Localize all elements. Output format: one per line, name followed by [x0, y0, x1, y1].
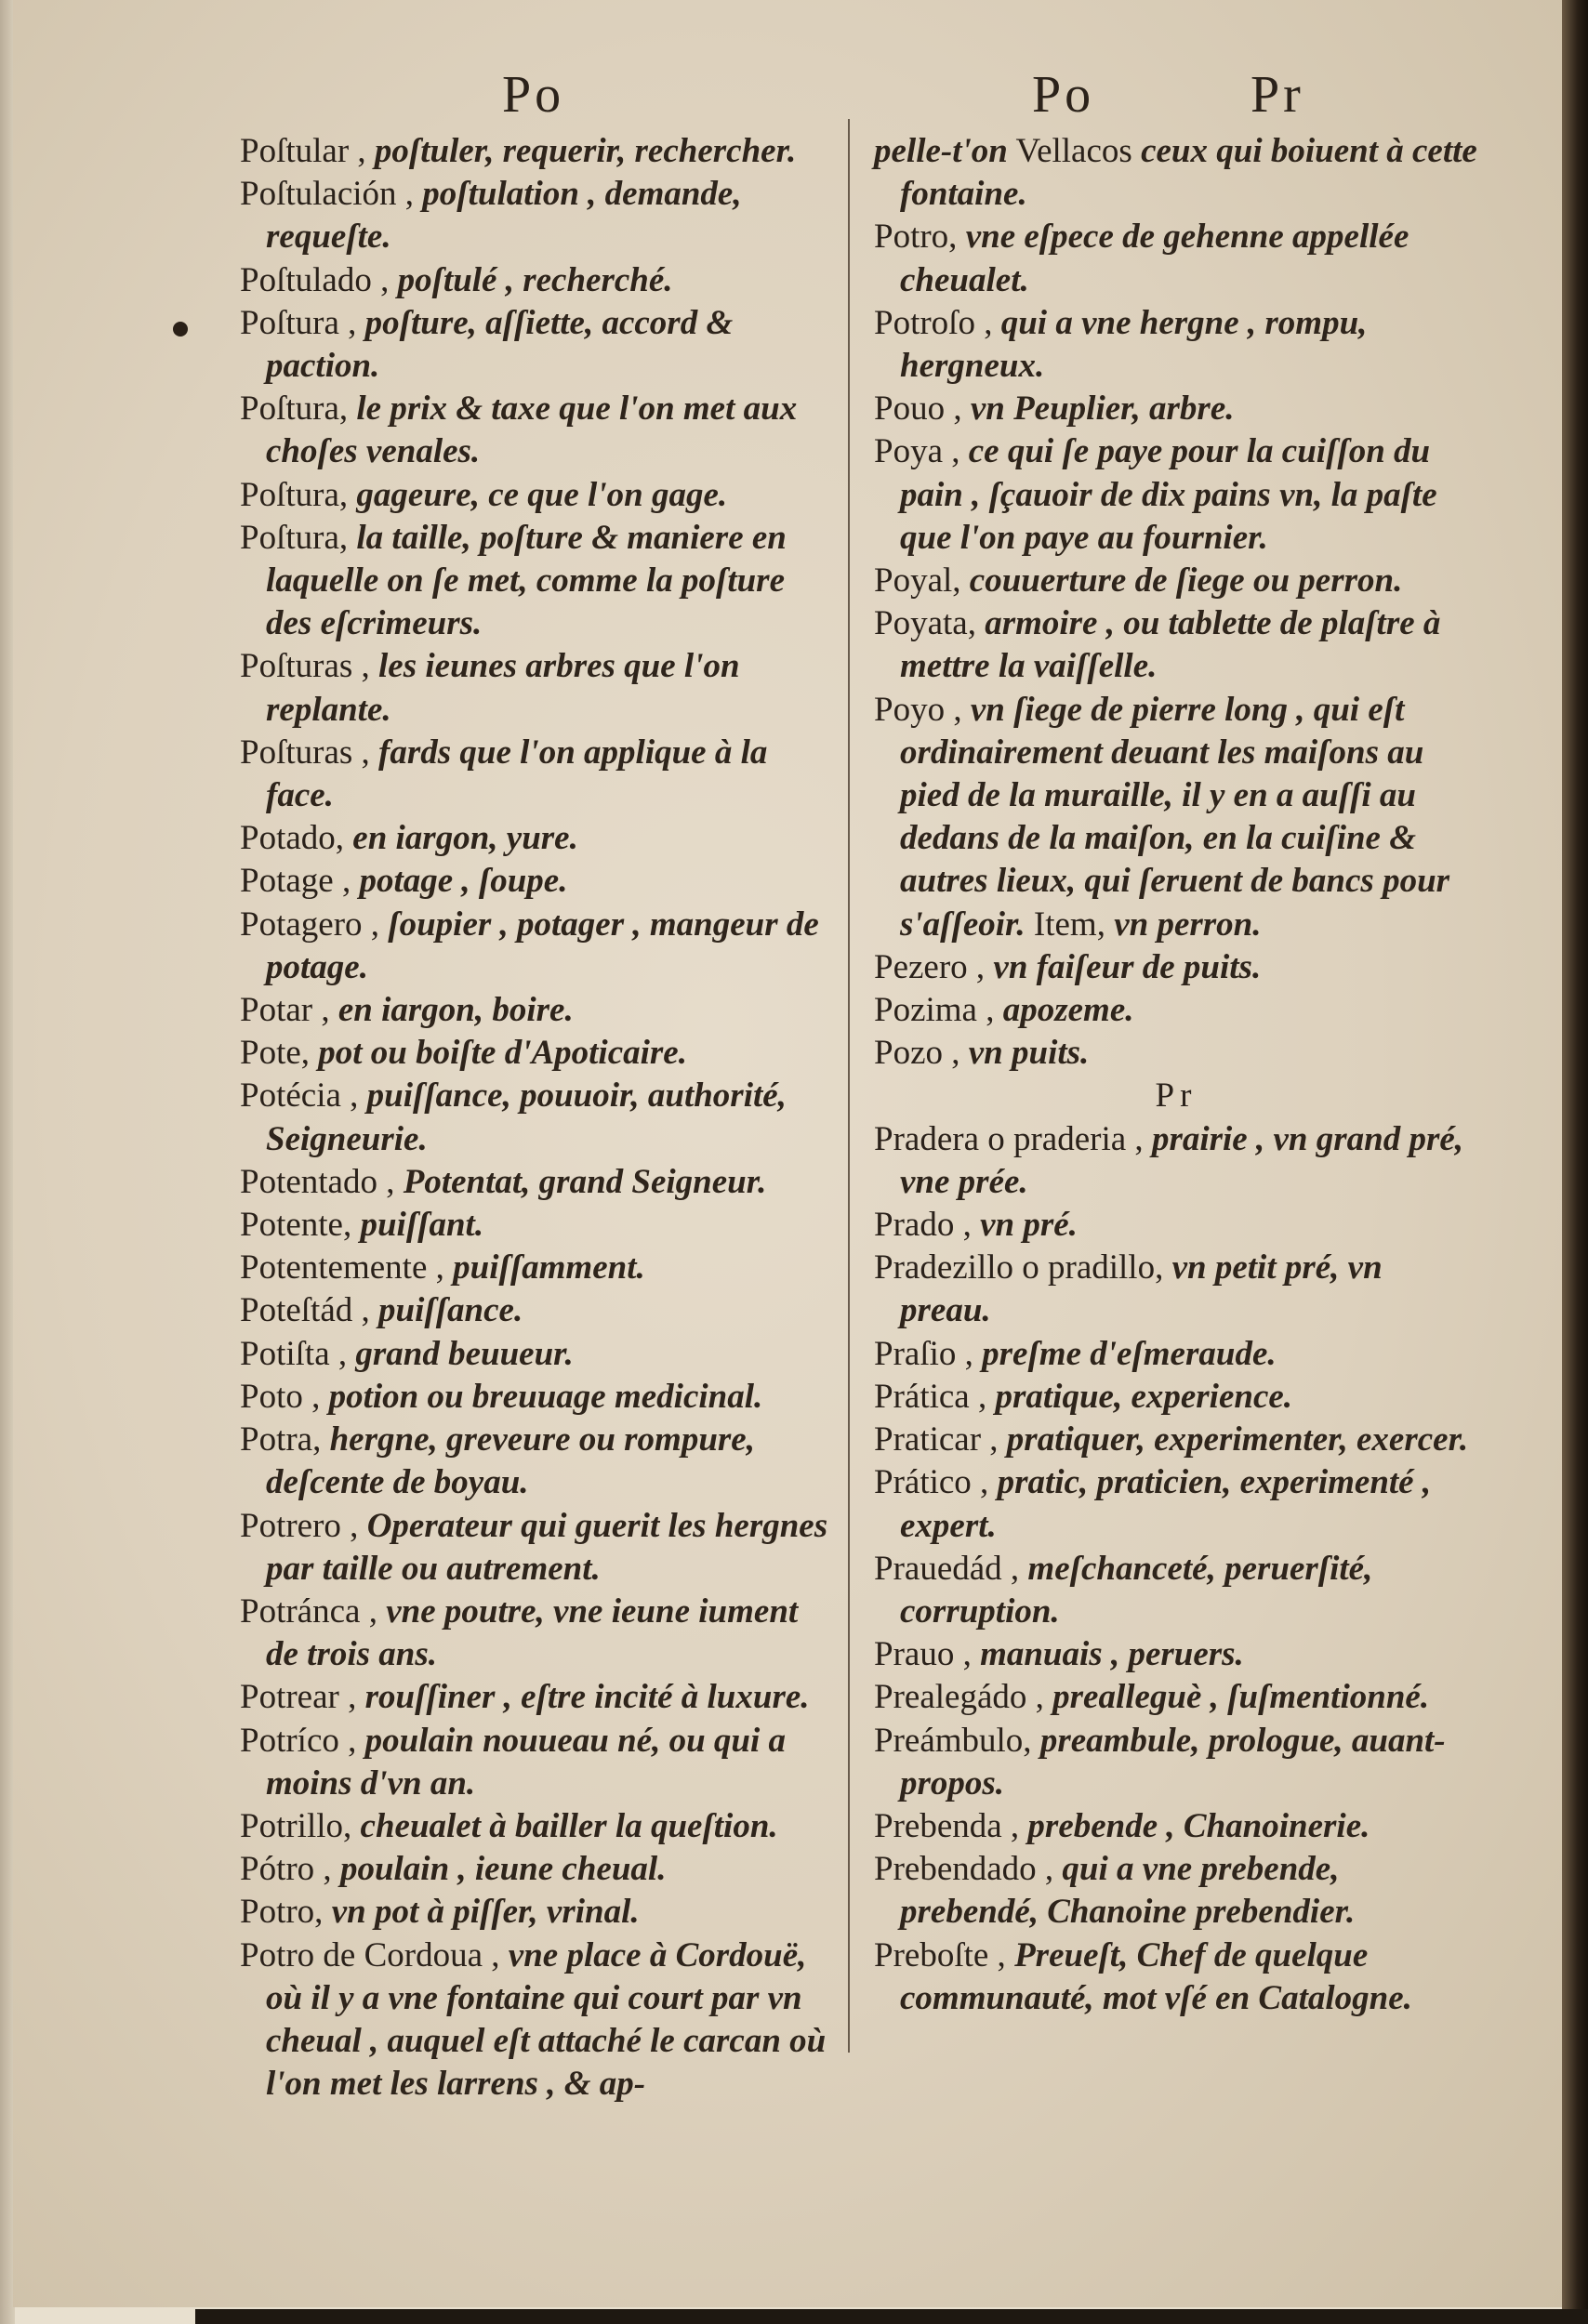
entry-headword: Prado ,	[874, 1206, 981, 1245]
entry-headword-inline: Vellacos	[1007, 132, 1142, 170]
entry-definition: en iargon, yure.	[352, 819, 578, 858]
dictionary-entry	[240, 1720, 835, 1805]
entry-headword: Poſturas ,	[240, 647, 379, 686]
header-right-2: Pr	[1251, 66, 1304, 124]
entry-definition: pratique, experience.	[995, 1377, 1293, 1416]
entry-definition: potage , ſoupe.	[359, 862, 568, 901]
dictionary-entry	[874, 1676, 1478, 1719]
dictionary-entry	[240, 1591, 835, 1676]
entry-definition: rouſſiner , eſtre incité à luxure.	[364, 1678, 810, 1717]
entry-headword: Potado,	[240, 819, 353, 858]
entry-definition: poſtuler, requerir, rechercher.	[374, 132, 797, 170]
entry-definition: la taille, poſture & maniere en laquelle on ſe met, comme la poſture des eſcrimeurs.	[266, 518, 787, 643]
dictionary-entry	[240, 130, 835, 173]
entry-definition: vn Peuplier, arbre.	[970, 390, 1235, 429]
dictionary-entry	[874, 946, 1478, 989]
dictionary-entry	[240, 173, 835, 258]
entry-headword: Poſtulado ,	[240, 260, 398, 299]
header-left: Po	[502, 66, 565, 124]
dictionary-entry	[874, 216, 1478, 301]
entry-headword: Potránca ,	[240, 1591, 387, 1631]
entry-definition: poulain nouueau né, ou qui a moins d'vn an.	[266, 1721, 787, 1802]
entry-definition: Operateur qui guerit les hergnes par taille ou autrement.	[266, 1506, 828, 1588]
entry-definition: ce qui ſe paye pour la cuiſſon du pain , ſçauoir de dix pains vn, la paſte que l'on paye au fournier.	[900, 432, 1437, 557]
dictionary-entry	[874, 602, 1478, 688]
entry-definition: ſoupier , potager , mangeur de potage.	[266, 905, 819, 986]
entry-headword: Preboſte ,	[874, 1935, 1015, 1974]
book-edge	[1562, 0, 1588, 2324]
entry-definition: pot ou boiſte d'Apoticaire.	[318, 1034, 687, 1073]
entry-definition-cont: vn perron.	[1114, 905, 1262, 944]
entry-headword: Potrero ,	[240, 1506, 367, 1545]
entry-headword: Potrillo,	[240, 1806, 361, 1845]
dictionary-entry	[874, 1333, 1478, 1376]
dictionary-entry	[240, 1419, 835, 1504]
entry-headword: Potro,	[240, 1893, 332, 1932]
entry-headword: Poya ,	[874, 432, 969, 471]
dictionary-entry	[874, 560, 1478, 602]
dictionary-entry	[874, 430, 1478, 560]
entry-headword: Potro,	[874, 218, 966, 257]
dictionary-entry	[240, 259, 835, 302]
dictionary-entry	[240, 388, 835, 473]
entry-definition: grand beuueur.	[355, 1334, 574, 1373]
entry-definition: puiſſance, pouuoir, authorité, Seigneurie.	[266, 1076, 787, 1158]
ink-blot	[173, 322, 188, 337]
entry-definition: poſtulé , recherché.	[397, 260, 673, 299]
dictionary-entry	[240, 517, 835, 646]
header-right-1: Po	[1032, 66, 1095, 124]
dictionary-entry	[240, 1934, 835, 2106]
dictionary-entry	[874, 388, 1478, 430]
entry-definition: en iargon, boire.	[337, 991, 574, 1030]
dictionary-entry	[874, 1419, 1478, 1461]
entry-definition: vn pré.	[980, 1206, 1078, 1245]
entry-headword: Poſturas ,	[240, 733, 379, 772]
entry-definition: pelle-t'on	[874, 132, 1008, 170]
entry-headword: Preámbulo,	[874, 1721, 1040, 1760]
entry-headword: Poto ,	[240, 1377, 329, 1416]
entry-headword: Prebenda ,	[874, 1806, 1028, 1845]
entry-headword: Potente,	[240, 1206, 361, 1245]
entry-definition: qui a vne hergne , rompu, hergneux.	[900, 303, 1368, 386]
entry-headword: Potro de Cordoua ,	[240, 1935, 509, 1974]
entry-headword: Poſtura,	[240, 390, 357, 429]
entry-headword: Poſtulación ,	[240, 175, 423, 214]
entry-definition: les ieunes arbres que l'on replante.	[266, 647, 740, 729]
entry-definition: apozeme.	[1002, 991, 1134, 1030]
entry-definition: gageure, ce que l'on gage.	[356, 475, 728, 514]
entry-definition: pratiquer, experimenter, exercer.	[1006, 1420, 1469, 1459]
entry-definition: le prix & taxe que l'on met aux choſes venales.	[266, 390, 798, 471]
column-divider	[848, 119, 850, 2053]
entry-definition: vn ſiege de pierre long , qui eſt ordinairement deuant les maiſons au pied de la muraille, il y en a auſſi au dedans de la maiſon, en la cuiſine & autres lieux, qui ſeruent de bancs pour s'aſſeoir.	[900, 690, 1450, 944]
dictionary-entry	[874, 1548, 1478, 1633]
entry-definition: vne poutre, vne ieune iument de trois ans.	[266, 1591, 799, 1674]
entry-definition: vn faiſeur de puits.	[993, 947, 1262, 986]
entry-headword: Pradezillo o pradillo,	[874, 1248, 1172, 1287]
entry-definition: cheualet à bailler la queſtion.	[360, 1806, 778, 1845]
entry-headword: Potécia ,	[240, 1076, 367, 1116]
entry-definition: vn pot à piſſer, vrinal.	[331, 1893, 640, 1932]
entry-definition: Preueſt, Chef de quelque communauté, mot vſé en Catalogne.	[900, 1935, 1412, 2017]
entry-headword: Prebendado ,	[874, 1850, 1063, 1889]
dictionary-entry	[874, 1118, 1478, 1204]
entry-headword: Potiſta ,	[240, 1334, 356, 1373]
dictionary-entry	[874, 1934, 1478, 2020]
entry-definition: preſme d'eſmeraude.	[982, 1334, 1277, 1373]
entry-headword: Prático ,	[874, 1463, 998, 1502]
entry-definition: couuerture de ſiege ou perron.	[969, 561, 1403, 601]
dictionary-entry	[874, 1461, 1478, 1547]
entry-definition: poſtulation , demande, requeſte.	[266, 175, 742, 257]
dictionary-entry	[240, 1289, 835, 1332]
dictionary-entry	[874, 1376, 1478, 1419]
running-header	[0, 65, 1588, 130]
entry-definition: puiſſance.	[378, 1291, 523, 1330]
entry-headword: Poyata,	[874, 604, 986, 643]
entry-definition: qui a vne prebende, prebendé, Chanoine prebendier.	[900, 1850, 1356, 1932]
dictionary-entry	[874, 130, 1478, 216]
entry-definition: vn petit pré, vn preau.	[900, 1248, 1383, 1330]
entry-headword: Prauedád ,	[874, 1549, 1028, 1588]
dictionary-entry	[240, 860, 835, 903]
dictionary-entry	[240, 1075, 835, 1160]
entry-headword: Pótro ,	[240, 1850, 340, 1889]
left-column	[240, 130, 835, 2106]
entry-headword: Potríco ,	[240, 1721, 365, 1760]
entry-headword: Pote,	[240, 1034, 319, 1073]
entry-definition: prebende , Chanoinerie.	[1027, 1806, 1370, 1845]
entry-definition: poulain , ieune cheual.	[339, 1850, 667, 1889]
dictionary-entry	[240, 1161, 835, 1204]
dictionary-entry	[874, 1805, 1478, 1848]
entry-definition: armoire , ou tablette de plaſtre à mettre la vaiſſelle.	[900, 604, 1441, 686]
dictionary-entry	[874, 1204, 1478, 1247]
entry-headword-inline: Item,	[1025, 905, 1115, 944]
entry-definition: pratic, praticien, experimenté , expert.	[900, 1463, 1432, 1545]
entry-headword: Potrear ,	[240, 1678, 365, 1717]
entry-headword: Poſtular ,	[240, 132, 375, 170]
entry-definition: potion ou breuuage medicinal.	[328, 1377, 763, 1416]
entry-headword: Potroſo ,	[874, 303, 1001, 342]
entry-definition: puiſſamment.	[453, 1248, 645, 1287]
entry-definition: prairie , vn grand pré, vne prée.	[900, 1119, 1464, 1201]
entry-definition-cont: ceux qui boiuent à cette fontaine.	[900, 132, 1477, 214]
entry-definition: preambule, prologue, auant-propos.	[900, 1721, 1446, 1802]
page-bottom-edge	[195, 2309, 1588, 2324]
entry-definition: vne place à Cordouë, où il y a vne fontaine qui court par vn cheual , auquel eſt attaché le carcan où l'on met les larrens , & ap-	[266, 1935, 827, 2104]
dictionary-entry	[874, 1720, 1478, 1805]
entry-headword: Poyo ,	[874, 690, 971, 729]
entry-headword: Poſtura,	[240, 518, 357, 557]
dictionary-entry	[240, 1376, 835, 1419]
dictionary-entry	[240, 1805, 835, 1848]
dictionary-entry	[874, 1247, 1478, 1332]
entry-headword: Potentado ,	[240, 1162, 404, 1201]
entry-definition: meſchanceté, peruerſité, corruption.	[900, 1549, 1373, 1631]
entry-headword: Potentemente ,	[240, 1248, 454, 1287]
entry-headword: Potage ,	[240, 862, 360, 901]
dictionary-entry	[240, 732, 835, 817]
dictionary-entry	[240, 817, 835, 860]
entry-headword: Pradera o praderia ,	[874, 1119, 1152, 1158]
entry-headword: Potagero ,	[240, 905, 389, 944]
dictionary-entry	[240, 1247, 835, 1289]
dictionary-entry	[874, 689, 1478, 946]
dictionary-entry	[240, 1891, 835, 1934]
dictionary-entry	[240, 1848, 835, 1891]
dictionary-entry	[240, 989, 835, 1032]
entry-definition: vne eſpece de gehenne appellée cheualet.	[900, 218, 1409, 299]
entry-headword: Poyal,	[874, 561, 970, 601]
dictionary-entry	[240, 645, 835, 731]
dictionary-entry	[874, 302, 1478, 388]
entry-headword: Prealegádo ,	[874, 1678, 1053, 1717]
dictionary-entry	[240, 1505, 835, 1591]
dictionary-entry	[240, 302, 835, 388]
dictionary-entry	[240, 474, 835, 517]
entry-definition: manuais , peruers.	[980, 1635, 1244, 1674]
dictionary-entry	[874, 1633, 1478, 1676]
entry-headword: Pozima ,	[874, 991, 1003, 1030]
entry-headword: Praticar ,	[874, 1420, 1007, 1459]
entry-headword: Praſio ,	[874, 1334, 983, 1373]
entry-headword: Prauo ,	[874, 1635, 981, 1674]
entry-headword: Potar ,	[240, 991, 338, 1030]
entry-definition: vn puits.	[968, 1034, 1090, 1073]
dictionary-entry	[240, 1676, 835, 1719]
right-column	[874, 130, 1478, 2020]
entry-headword: Potra,	[240, 1420, 330, 1459]
dictionary-entry	[874, 1848, 1478, 1934]
entry-definition: prealleguè , ſuſmentionné.	[1052, 1678, 1430, 1717]
dictionary-entry	[874, 1032, 1478, 1075]
entry-headword: Poſtura,	[240, 475, 357, 514]
dictionary-entry	[874, 989, 1478, 1032]
entry-headword: Pozo ,	[874, 1034, 969, 1073]
entry-definition: hergne, greveure ou rompure, deſcente de boyau.	[266, 1420, 755, 1502]
dictionary-entry	[240, 1333, 835, 1376]
entry-headword: Pezero ,	[874, 947, 994, 986]
section-heading: Pr	[1155, 1076, 1198, 1116]
dictionary-entry	[240, 1032, 835, 1075]
entry-headword: Poſtura ,	[240, 303, 365, 342]
entry-headword: Pouo ,	[874, 390, 971, 429]
entry-headword: Prática ,	[874, 1377, 996, 1416]
entry-headword: Poteſtád ,	[240, 1291, 379, 1330]
dictionary-entry	[240, 1204, 835, 1247]
entry-definition: poſture, aſſiette, accord & paction.	[266, 303, 734, 386]
entry-definition: puiſſant.	[360, 1206, 484, 1245]
entry-definition: Potentat, grand Seigneur.	[403, 1162, 767, 1201]
dictionary-entry	[240, 904, 835, 989]
entry-definition: fards que l'on applique à la face.	[266, 733, 768, 815]
